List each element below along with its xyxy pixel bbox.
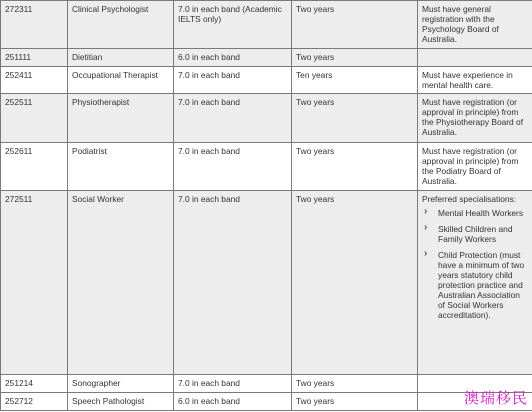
occupation-code: 251214 [1,375,68,393]
specialisation-text: Skilled Children and Family Workers [438,224,513,244]
occupation-code: 272311 [1,1,68,49]
ielts-requirement: 7.0 in each band [174,375,292,393]
ielts-requirement: 7.0 in each band [174,143,292,191]
occupation-code: 252511 [1,94,68,143]
occupation-code: 252611 [1,143,68,191]
experience-requirement: Two years [292,393,418,411]
registration-notes [418,49,532,67]
experience-requirement: Two years [292,1,418,49]
experience-requirement: Two years [292,191,418,375]
ielts-requirement: 7.0 in each band [174,67,292,94]
registration-notes [418,191,532,375]
table-row [1,375,532,393]
occupation-name: Podiatrist [68,143,174,191]
registration-notes: Must have registration (or approval in principle) from the Podiatry Board of Australia. [418,143,532,191]
experience-requirement: Ten years [292,67,418,94]
specialisations-heading: Preferred specialisations: [422,194,517,204]
chevron-right-icon: › [424,206,428,217]
occupation-name: Speech Pathologist [68,393,174,411]
table-row [1,143,532,191]
occupation-name: Social Worker [68,191,174,375]
table-row [1,94,532,143]
occupation-name: Sonographer [68,375,174,393]
table-row [1,49,532,67]
ielts-requirement: 7.0 in each band [174,94,292,143]
specialisations-list [422,208,528,320]
ielts-requirement: 6.0 in each band [174,393,292,411]
watermark-logo: 澳瑞移民 [463,389,528,407]
specialisation-text: Mental Health Workers [438,208,524,218]
experience-requirement: Two years [292,94,418,143]
occupation-name: Physiotherapist [68,94,174,143]
ielts-requirement: 6.0 in each band [174,49,292,67]
table-row [1,67,532,94]
occupation-code: 252411 [1,67,68,94]
specialisation-text: Child Protection (must have a minimum of two years statutory child protection practice and Australian Association of Social Workers accreditation). [438,250,525,320]
occupation-name: Occupational Therapist [68,67,174,94]
experience-requirement: Two years [292,375,418,393]
occupation-name: Dietitian [68,49,174,67]
registration-notes: Must have experience in mental health care. [418,67,532,94]
occupation-code: 252712 [1,393,68,411]
occupation-code: 251111 [1,49,68,67]
list-item [422,250,528,320]
registration-notes: Must have general registration with the Psychology Board of Australia. [418,1,532,49]
chevron-right-icon: › [424,222,428,233]
table-row [1,393,532,411]
list-item [422,208,528,218]
ielts-requirement: 7.0 in each band (Academic IELTS only) [174,1,292,49]
experience-requirement: Two years [292,143,418,191]
registration-notes: Must have registration (or approval in principle) from the Physiotherapy Board of Australia. [418,94,532,143]
table-row [1,191,532,375]
occupation-name: Clinical Psychologist [68,1,174,49]
list-item [422,224,528,244]
ielts-requirement: 7.0 in each band [174,191,292,375]
chevron-right-icon: › [424,248,428,259]
experience-requirement: Two years [292,49,418,67]
occupation-code: 272511 [1,191,68,375]
table-row [1,1,532,49]
